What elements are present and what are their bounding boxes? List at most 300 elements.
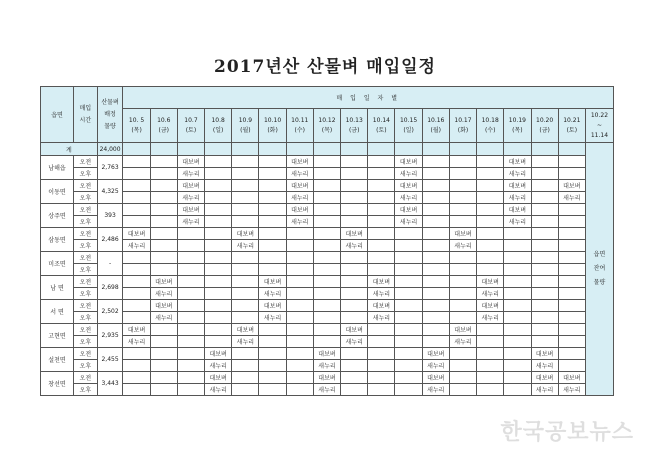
header-amount-line: 물량 <box>104 122 116 130</box>
assigned-amount: 2,455 <box>97 348 123 372</box>
schedule-cell <box>558 216 585 228</box>
schedule-cell <box>286 288 313 300</box>
schedule-entry: 새누리 <box>449 336 476 348</box>
table-row <box>41 228 614 240</box>
schedule-cell <box>286 252 313 264</box>
schedule-cell <box>177 360 204 372</box>
schedule-cell <box>477 252 504 264</box>
schedule-cell <box>259 156 286 168</box>
date-header <box>449 109 476 143</box>
schedule-cell <box>422 240 449 252</box>
schedule-cell <box>531 156 558 168</box>
schedule-cell <box>477 168 504 180</box>
date-label: 10.16 <box>427 116 445 124</box>
schedule-cell <box>286 324 313 336</box>
schedule-cell <box>259 180 286 192</box>
schedule-entry: 대보벼 <box>531 372 558 384</box>
schedule-cell <box>449 216 476 228</box>
schedule-cell <box>232 156 259 168</box>
schedule-cell <box>368 192 395 204</box>
schedule-cell <box>150 168 177 180</box>
schedule-cell <box>395 360 422 372</box>
schedule-cell <box>504 348 531 360</box>
schedule-entry: 새누리 <box>531 384 558 396</box>
schedule-cell <box>504 288 531 300</box>
schedule-entry: 새누리 <box>205 384 232 396</box>
assigned-amount: 2,763 <box>97 156 123 180</box>
table-row <box>41 156 614 168</box>
schedule-entry: 새누리 <box>558 192 585 204</box>
date-label: 10.9 <box>238 116 253 124</box>
schedule-cell <box>395 252 422 264</box>
schedule-cell <box>286 312 313 324</box>
schedule-cell <box>449 204 476 216</box>
time-slot: 오전 <box>73 300 97 312</box>
schedule-table <box>40 86 614 396</box>
header-time-line: 시간 <box>79 116 92 124</box>
schedule-entry: 새누리 <box>504 216 531 228</box>
schedule-cell <box>232 300 259 312</box>
schedule-cell <box>259 372 286 384</box>
schedule-cell <box>449 384 476 396</box>
schedule-entry: 새누리 <box>232 336 259 348</box>
schedule-cell <box>123 168 150 180</box>
schedule-entry: 새누리 <box>123 336 150 348</box>
schedule-cell <box>422 204 449 216</box>
schedule-entry: 대보벼 <box>286 204 313 216</box>
time-slot: 오전 <box>73 204 97 216</box>
table-row <box>41 300 614 312</box>
schedule-cell <box>123 276 150 288</box>
date-header <box>504 109 531 143</box>
remaining-label <box>585 143 613 396</box>
time-slot: 오후 <box>73 336 97 348</box>
schedule-entry: 대보벼 <box>341 324 368 336</box>
schedule-cell <box>368 180 395 192</box>
schedule-cell <box>341 360 368 372</box>
schedule-cell <box>177 228 204 240</box>
schedule-cell <box>150 192 177 204</box>
schedule-cell <box>558 324 585 336</box>
schedule-cell <box>422 276 449 288</box>
schedule-cell <box>558 156 585 168</box>
schedule-cell <box>368 348 395 360</box>
weekday-label: (목) <box>131 126 142 134</box>
schedule-cell <box>341 156 368 168</box>
schedule-cell <box>313 252 340 264</box>
schedule-entry: 새누리 <box>205 360 232 372</box>
header-amount <box>97 87 123 143</box>
header-dates-title: 매 입 일 자 별 <box>123 87 614 109</box>
schedule-entry: 새누리 <box>286 192 313 204</box>
total-cell <box>422 143 449 156</box>
schedule-entry: 새누리 <box>449 240 476 252</box>
assigned-amount: - <box>97 252 123 276</box>
schedule-cell <box>232 288 259 300</box>
date-label: 10.11 <box>291 116 309 124</box>
schedule-entry: 새누리 <box>422 360 449 372</box>
total-cell <box>286 143 313 156</box>
schedule-cell <box>368 336 395 348</box>
schedule-cell <box>422 252 449 264</box>
schedule-cell <box>177 348 204 360</box>
eup-name: 이동면 <box>41 180 74 204</box>
remaining-label-line: 읍면 <box>593 251 606 258</box>
weekday-label: (금) <box>348 126 360 134</box>
schedule-cell <box>395 384 422 396</box>
schedule-cell <box>368 372 395 384</box>
schedule-cell <box>477 156 504 168</box>
schedule-entry: 대보벼 <box>177 180 204 192</box>
schedule-cell <box>232 180 259 192</box>
schedule-cell <box>449 312 476 324</box>
eup-name: 창선면 <box>41 372 74 396</box>
schedule-cell <box>232 264 259 276</box>
schedule-cell <box>259 348 286 360</box>
schedule-entry: 대보벼 <box>259 300 286 312</box>
date-header-range <box>585 109 613 143</box>
schedule-cell <box>531 204 558 216</box>
schedule-entry: 대보벼 <box>150 276 177 288</box>
schedule-entry: 대보벼 <box>123 228 150 240</box>
schedule-cell <box>150 372 177 384</box>
eup-name: 미조면 <box>41 252 74 276</box>
header-amount-line: 산물벼 <box>101 98 119 106</box>
schedule-cell <box>232 384 259 396</box>
table-row <box>41 384 614 396</box>
date-header <box>558 109 585 143</box>
weekday-label: (목) <box>512 126 523 134</box>
schedule-cell <box>259 192 286 204</box>
schedule-cell <box>531 288 558 300</box>
schedule-cell <box>232 252 259 264</box>
schedule-entry: 새누리 <box>177 168 204 180</box>
schedule-cell <box>504 312 531 324</box>
date-header <box>286 109 313 143</box>
date-label: 10.18 <box>481 116 499 124</box>
time-slot: 오후 <box>73 360 97 372</box>
time-slot: 오전 <box>73 156 97 168</box>
date-header <box>395 109 422 143</box>
schedule-cell <box>123 252 150 264</box>
weekday-label: (금) <box>539 126 550 134</box>
schedule-cell <box>232 312 259 324</box>
time-slot: 오전 <box>73 372 97 384</box>
eup-name: 삼동면 <box>41 228 74 252</box>
date-header <box>313 109 340 143</box>
schedule-cell <box>259 360 286 372</box>
eup-name: 남 면 <box>41 276 74 300</box>
schedule-cell <box>531 312 558 324</box>
schedule-cell <box>313 228 340 240</box>
schedule-entry: 대보벼 <box>368 276 395 288</box>
schedule-entry: 대보벼 <box>123 324 150 336</box>
schedule-cell <box>313 180 340 192</box>
schedule-cell <box>341 216 368 228</box>
schedule-cell <box>477 264 504 276</box>
weekday-label: (월) <box>430 126 442 134</box>
schedule-entry: 대보벼 <box>286 156 313 168</box>
remaining-label-line: 물량 <box>593 279 606 286</box>
time-slot: 오후 <box>73 312 97 324</box>
schedule-cell <box>368 252 395 264</box>
date-label: 10.6 <box>157 116 171 124</box>
schedule-cell <box>259 384 286 396</box>
weekday-label: (목) <box>321 126 333 134</box>
schedule-cell <box>368 216 395 228</box>
schedule-cell <box>177 276 204 288</box>
schedule-entry: 대보벼 <box>531 348 558 360</box>
total-cell <box>368 143 395 156</box>
schedule-entry: 대보벼 <box>259 276 286 288</box>
schedule-cell <box>286 228 313 240</box>
assigned-amount: 2,486 <box>97 228 123 252</box>
schedule-cell <box>368 204 395 216</box>
weekday-label: (금) <box>158 126 169 134</box>
time-slot: 오후 <box>73 168 97 180</box>
schedule-cell <box>449 168 476 180</box>
schedule-entry: 대보벼 <box>177 156 204 168</box>
schedule-cell <box>504 384 531 396</box>
schedule-cell <box>531 252 558 264</box>
date-label: 10.17 <box>454 116 472 124</box>
schedule-cell <box>504 300 531 312</box>
schedule-cell <box>286 372 313 384</box>
schedule-cell <box>205 300 232 312</box>
schedule-cell <box>259 336 286 348</box>
schedule-cell <box>422 168 449 180</box>
schedule-cell <box>123 264 150 276</box>
schedule-entry: 대보벼 <box>395 180 422 192</box>
schedule-entry: 새누리 <box>504 192 531 204</box>
total-label: 계 <box>41 143 98 156</box>
schedule-cell <box>150 204 177 216</box>
date-label: 10.15 <box>399 116 418 124</box>
schedule-cell <box>205 156 232 168</box>
schedule-entry: 새누리 <box>504 168 531 180</box>
schedule-entry: 새누리 <box>395 192 422 204</box>
eup-name: 고현면 <box>41 324 74 348</box>
header-amount-line: 배정 <box>104 110 116 118</box>
table-row <box>41 288 614 300</box>
schedule-entry: 새누리 <box>177 216 204 228</box>
schedule-entry: 대보벼 <box>395 204 422 216</box>
date-label: 10.19 <box>508 116 526 124</box>
schedule-entry: 새누리 <box>313 360 340 372</box>
table-row <box>41 348 614 360</box>
schedule-cell <box>449 288 476 300</box>
schedule-cell <box>177 264 204 276</box>
schedule-cell <box>232 348 259 360</box>
date-header <box>123 109 150 143</box>
schedule-cell <box>259 168 286 180</box>
schedule-cell <box>150 156 177 168</box>
schedule-entry: 새누리 <box>259 312 286 324</box>
date-header <box>205 109 232 143</box>
schedule-cell <box>205 264 232 276</box>
schedule-entry: 대보벼 <box>504 180 531 192</box>
assigned-amount: 2,935 <box>97 324 123 348</box>
table-row <box>41 264 614 276</box>
time-slot: 오후 <box>73 216 97 228</box>
schedule-cell <box>341 384 368 396</box>
schedule-entry: 대보벼 <box>341 228 368 240</box>
schedule-entry: 대보벼 <box>422 348 449 360</box>
schedule-cell <box>259 252 286 264</box>
date-label: 10.13 <box>345 116 363 124</box>
schedule-entry: 대보벼 <box>313 348 340 360</box>
weekday-label: (토) <box>566 126 578 134</box>
schedule-cell <box>422 180 449 192</box>
schedule-entry: 새누리 <box>313 384 340 396</box>
schedule-cell <box>504 324 531 336</box>
schedule-cell <box>177 252 204 264</box>
total-cell <box>477 143 504 156</box>
assigned-amount: 393 <box>97 204 123 228</box>
schedule-entry: 새누리 <box>558 384 585 396</box>
total-cell <box>531 143 558 156</box>
remaining-label-line: 잔여 <box>593 265 606 272</box>
schedule-cell <box>205 240 232 252</box>
schedule-entry: 대보벼 <box>504 204 531 216</box>
time-slot: 오전 <box>73 228 97 240</box>
schedule-cell <box>341 312 368 324</box>
total-row <box>41 143 614 156</box>
schedule-cell <box>341 204 368 216</box>
schedule-entry: 대보벼 <box>368 300 395 312</box>
schedule-cell <box>504 372 531 384</box>
schedule-entry: 새누리 <box>123 240 150 252</box>
schedule-cell <box>341 264 368 276</box>
schedule-cell <box>123 348 150 360</box>
schedule-cell <box>150 228 177 240</box>
time-slot: 오전 <box>73 252 97 264</box>
time-slot: 오전 <box>73 324 97 336</box>
schedule-cell <box>205 324 232 336</box>
schedule-cell <box>313 168 340 180</box>
total-cell <box>259 143 286 156</box>
schedule-entry: 대보벼 <box>477 276 504 288</box>
schedule-cell <box>232 360 259 372</box>
date-label: 10.20 <box>536 116 554 124</box>
schedule-cell <box>259 204 286 216</box>
header-eup: 읍면 <box>41 87 74 143</box>
schedule-cell <box>313 300 340 312</box>
schedule-cell <box>531 240 558 252</box>
schedule-cell <box>422 216 449 228</box>
schedule-cell <box>477 192 504 204</box>
schedule-cell <box>477 228 504 240</box>
schedule-cell <box>286 348 313 360</box>
schedule-cell <box>150 180 177 192</box>
assigned-amount: 3,443 <box>97 372 123 396</box>
schedule-cell <box>477 372 504 384</box>
schedule-cell <box>531 336 558 348</box>
schedule-cell <box>313 240 340 252</box>
schedule-entry: 새누리 <box>177 192 204 204</box>
schedule-cell <box>395 240 422 252</box>
schedule-cell <box>531 192 558 204</box>
schedule-entry: 새누리 <box>341 240 368 252</box>
schedule-cell <box>286 360 313 372</box>
schedule-cell <box>205 228 232 240</box>
date-header <box>232 109 259 143</box>
schedule-cell <box>177 312 204 324</box>
schedule-cell <box>449 276 476 288</box>
schedule-cell <box>123 312 150 324</box>
schedule-cell <box>177 384 204 396</box>
time-slot: 오전 <box>73 348 97 360</box>
date-header <box>150 109 177 143</box>
schedule-cell <box>449 264 476 276</box>
schedule-cell <box>286 240 313 252</box>
schedule-cell <box>395 228 422 240</box>
schedule-cell <box>368 228 395 240</box>
eup-name: 설천면 <box>41 348 74 372</box>
schedule-cell <box>395 336 422 348</box>
total-cell <box>395 143 422 156</box>
schedule-cell <box>558 252 585 264</box>
schedule-cell <box>123 216 150 228</box>
schedule-entry: 새누리 <box>368 312 395 324</box>
schedule-cell <box>150 324 177 336</box>
assigned-amount: 2,698 <box>97 276 123 300</box>
total-cell <box>558 143 585 156</box>
schedule-cell <box>504 252 531 264</box>
schedule-cell <box>422 156 449 168</box>
total-cell <box>150 143 177 156</box>
schedule-cell <box>232 372 259 384</box>
time-slot: 오후 <box>73 264 97 276</box>
schedule-cell <box>477 348 504 360</box>
schedule-cell <box>368 324 395 336</box>
schedule-cell <box>558 168 585 180</box>
schedule-cell <box>123 372 150 384</box>
schedule-cell <box>449 156 476 168</box>
table-row <box>41 252 614 264</box>
schedule-entry: 대보벼 <box>558 372 585 384</box>
schedule-cell <box>341 288 368 300</box>
schedule-cell <box>205 288 232 300</box>
schedule-cell <box>422 312 449 324</box>
schedule-entry: 새누리 <box>232 240 259 252</box>
schedule-entry: 대보벼 <box>150 300 177 312</box>
total-cell <box>341 143 368 156</box>
date-label: 10. 5 <box>128 116 145 124</box>
schedule-cell <box>313 288 340 300</box>
date-range-line: 10.22 <box>590 111 609 119</box>
schedule-cell <box>558 276 585 288</box>
date-range-line: ~ <box>596 121 602 129</box>
schedule-cell <box>558 360 585 372</box>
schedule-cell <box>504 264 531 276</box>
date-header <box>341 109 368 143</box>
schedule-entry: 대보벼 <box>449 324 476 336</box>
schedule-cell <box>341 372 368 384</box>
time-slot: 오후 <box>73 288 97 300</box>
schedule-cell <box>123 204 150 216</box>
schedule-cell <box>477 360 504 372</box>
schedule-cell <box>286 384 313 396</box>
time-slot: 오후 <box>73 192 97 204</box>
schedule-cell <box>313 264 340 276</box>
schedule-cell <box>232 204 259 216</box>
time-slot: 오후 <box>73 384 97 396</box>
eup-name: 남해읍 <box>41 156 74 180</box>
schedule-cell <box>205 180 232 192</box>
table-row <box>41 180 614 192</box>
schedule-entry: 대보벼 <box>395 156 422 168</box>
